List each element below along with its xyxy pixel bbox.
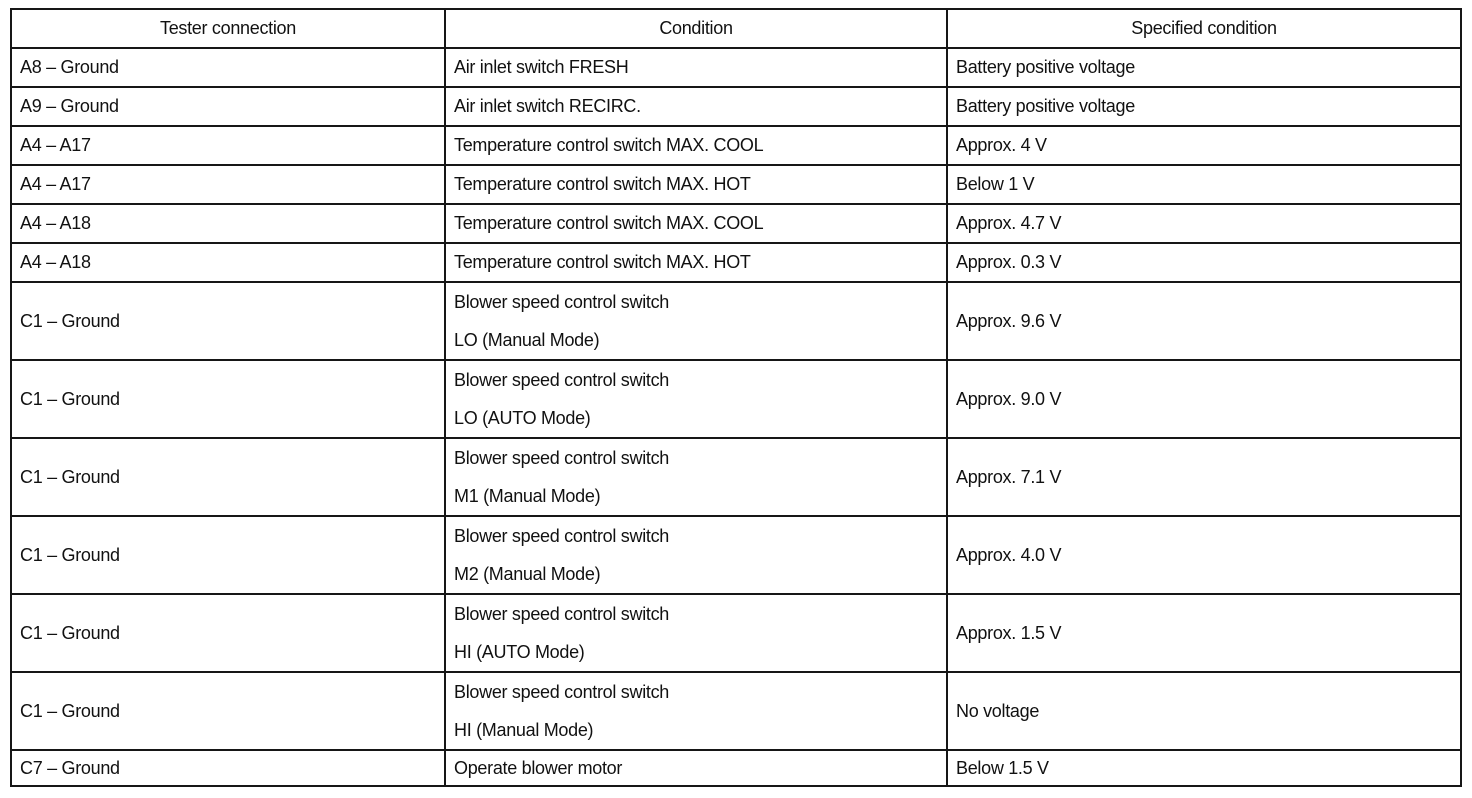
table-row bbox=[11, 672, 1461, 750]
condition-line: Blower speed control switch bbox=[454, 526, 670, 546]
cell-specified-condition: Approx. 9.0 V bbox=[947, 360, 1461, 438]
table-row bbox=[11, 360, 1461, 438]
table-row bbox=[11, 750, 1461, 786]
cell-tester-connection: A9 – Ground bbox=[11, 87, 445, 126]
header-specified-condition: Specified condition bbox=[947, 9, 1461, 48]
condition-line: M1 (Manual Mode) bbox=[454, 486, 601, 506]
cell-specified-condition: Approx. 0.3 V bbox=[947, 243, 1461, 282]
cell-tester-connection: A4 – A18 bbox=[11, 243, 445, 282]
condition-line: Blower speed control switch bbox=[454, 448, 670, 468]
cell-specified-condition: Approx. 7.1 V bbox=[947, 438, 1461, 516]
cell-specified-condition: Approx. 4.7 V bbox=[947, 204, 1461, 243]
table-row bbox=[11, 204, 1461, 243]
cell-tester-connection: C1 – Ground bbox=[11, 282, 445, 360]
cell-specified-condition: Approx. 4.0 V bbox=[947, 516, 1461, 594]
header-condition: Condition bbox=[445, 9, 947, 48]
cell-condition bbox=[445, 360, 947, 438]
table-row bbox=[11, 126, 1461, 165]
specification-table bbox=[10, 8, 1462, 787]
cell-condition bbox=[445, 750, 947, 786]
cell-specified-condition: Battery positive voltage bbox=[947, 48, 1461, 87]
cell-condition bbox=[445, 243, 947, 282]
condition-line: Blower speed control switch bbox=[454, 370, 670, 390]
cell-condition bbox=[445, 165, 947, 204]
cell-tester-connection: C1 – Ground bbox=[11, 360, 445, 438]
table-row bbox=[11, 243, 1461, 282]
cell-tester-connection: C1 – Ground bbox=[11, 516, 445, 594]
header-tester-connection: Tester connection bbox=[11, 9, 445, 48]
condition-line: HI (Manual Mode) bbox=[454, 720, 594, 740]
table-row bbox=[11, 165, 1461, 204]
cell-tester-connection: C7 – Ground bbox=[11, 750, 445, 786]
cell-tester-connection: C1 – Ground bbox=[11, 438, 445, 516]
condition-line: Temperature control switch MAX. COOL bbox=[454, 135, 764, 155]
cell-condition bbox=[445, 48, 947, 87]
table-header bbox=[11, 9, 1461, 48]
condition-line: Blower speed control switch bbox=[454, 604, 670, 624]
condition-line: LO (Manual Mode) bbox=[454, 330, 600, 350]
cell-tester-connection: A8 – Ground bbox=[11, 48, 445, 87]
cell-condition bbox=[445, 438, 947, 516]
table-row bbox=[11, 516, 1461, 594]
cell-specified-condition: Below 1 V bbox=[947, 165, 1461, 204]
cell-condition bbox=[445, 126, 947, 165]
cell-specified-condition: Approx. 4 V bbox=[947, 126, 1461, 165]
condition-line: Temperature control switch MAX. HOT bbox=[454, 252, 751, 272]
cell-specified-condition: Below 1.5 V bbox=[947, 750, 1461, 786]
condition-line: Air inlet switch FRESH bbox=[454, 57, 629, 77]
cell-specified-condition: Approx. 1.5 V bbox=[947, 594, 1461, 672]
condition-line: Temperature control switch MAX. HOT bbox=[454, 174, 751, 194]
cell-tester-connection: A4 – A18 bbox=[11, 204, 445, 243]
cell-tester-connection: A4 – A17 bbox=[11, 126, 445, 165]
condition-line: M2 (Manual Mode) bbox=[454, 564, 601, 584]
cell-condition bbox=[445, 594, 947, 672]
condition-line: Air inlet switch RECIRC. bbox=[454, 96, 641, 116]
cell-specified-condition: Approx. 9.6 V bbox=[947, 282, 1461, 360]
condition-line: Blower speed control switch bbox=[454, 292, 670, 312]
cell-condition bbox=[445, 282, 947, 360]
condition-line: Temperature control switch MAX. COOL bbox=[454, 213, 764, 233]
table-row bbox=[11, 594, 1461, 672]
cell-condition bbox=[445, 87, 947, 126]
cell-specified-condition: No voltage bbox=[947, 672, 1461, 750]
header-row bbox=[11, 9, 1461, 48]
cell-condition bbox=[445, 204, 947, 243]
cell-condition bbox=[445, 672, 947, 750]
condition-line: HI (AUTO Mode) bbox=[454, 642, 585, 662]
table-row bbox=[11, 438, 1461, 516]
cell-condition bbox=[445, 516, 947, 594]
cell-specified-condition: Battery positive voltage bbox=[947, 87, 1461, 126]
cell-tester-connection: C1 – Ground bbox=[11, 672, 445, 750]
table-body bbox=[11, 48, 1461, 786]
condition-line: LO (AUTO Mode) bbox=[454, 408, 591, 428]
table-row bbox=[11, 48, 1461, 87]
condition-line: Operate blower motor bbox=[454, 757, 623, 778]
table-row bbox=[11, 87, 1461, 126]
table-row bbox=[11, 282, 1461, 360]
cell-tester-connection: C1 – Ground bbox=[11, 594, 445, 672]
cell-tester-connection: A4 – A17 bbox=[11, 165, 445, 204]
condition-line: Blower speed control switch bbox=[454, 682, 670, 702]
